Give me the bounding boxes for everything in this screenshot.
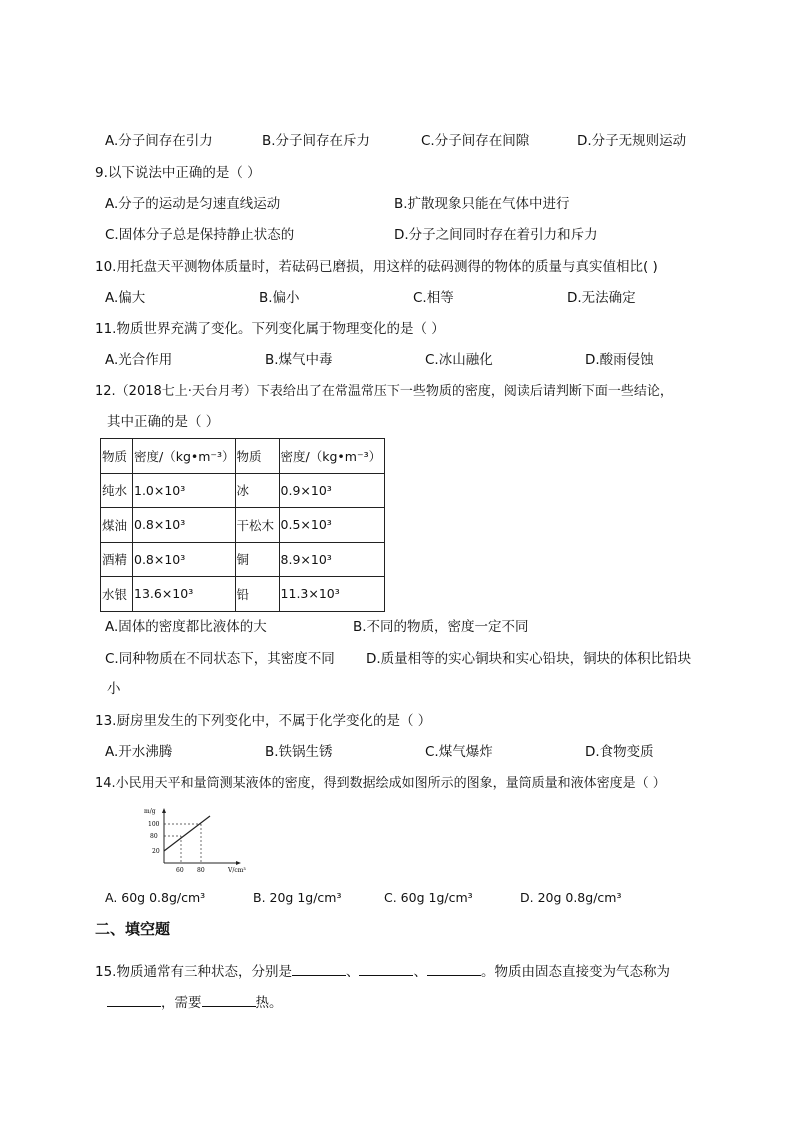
q14-option-d: D. 20g 0.8g/cm³ [520,890,622,905]
q10-option-d: D.无法确定 [567,290,636,306]
q12-stem-line2: 其中正确的是（ ） [107,414,220,430]
table-cell: 13.6×10³ [133,577,236,612]
table-cell: 干松木 [235,508,279,543]
table-cell: 11.3×10³ [279,577,384,612]
q11-stem: 11.物质世界充满了变化。下列变化属于物理变化的是（ ） [95,321,445,337]
q15-blank-5[interactable] [202,992,256,1007]
section-title: 二、填空题 [95,920,171,938]
q14-option-c: C. 60g 1g/cm³ [384,890,473,905]
q11-option-d: D.酸雨侵蚀 [585,352,654,368]
table-cell: 0.8×10³ [133,508,236,543]
density-table [100,438,385,612]
q12-option-d-continued: 小 [107,681,121,697]
q15-text: 热。 [255,995,283,1011]
q9-option-b: B.扩散现象只能在气体中进行 [394,196,570,212]
table-cell: 铅 [235,577,279,612]
table-cell: 1.0×10³ [133,473,236,508]
table-cell: 0.5×10³ [279,508,384,543]
q13-option-b: B.铁锅生锈 [265,744,333,760]
mass-volume-graph [140,805,250,877]
q8-option-b: B.分子间存在斥力 [262,133,371,149]
q15-blank-4[interactable] [107,992,161,1007]
table-cell: 纯水 [101,473,133,508]
graph-y-axis-label: m/g [144,808,156,815]
q15-blank-3[interactable] [427,961,481,976]
q12-option-a: A.固体的密度都比液体的大 [105,619,267,635]
q15-separator: 、 [345,964,360,980]
table-row [101,542,385,577]
q12-option-c: C.同种物质在不同状态下，其密度不同 [105,651,335,667]
graph-x-tick: 60 [176,867,184,874]
q10-option-a: A.偏大 [105,290,146,306]
q12-option-b: B.不同的物质，密度一定不同 [353,619,529,635]
table-row [101,577,385,612]
graph-x-tick: 80 [197,867,205,874]
table-cell: 酒精 [101,542,133,577]
table-cell: 水银 [101,577,133,612]
table-header-cell: 密度/（kg•m⁻³） [279,439,384,474]
table-header-cell: 密度/（kg•m⁻³） [133,439,236,474]
q9-option-c: C.固体分子总是保持静止状态的 [105,227,295,243]
q14-option-b: B. 20g 1g/cm³ [253,890,342,905]
table-header-row [101,439,385,474]
q15-text: ，需要 [161,995,202,1011]
table-row [101,473,385,508]
q13-option-c: C.煤气爆炸 [425,744,493,760]
q14-stem: 14.小民用天平和量筒测某液体的密度，得到数据绘成如图所示的图象，量筒质量和液体密度是（ ） [95,776,666,791]
q11-option-c: C.冰山融化 [425,352,493,368]
q13-stem: 13.厨房里发生的下列变化中，不属于化学变化的是（ ） [95,713,432,729]
table-cell: 煤油 [101,508,133,543]
table-cell: 0.8×10³ [133,542,236,577]
table-header-cell: 物质 [235,439,279,474]
table-cell: 铜 [235,542,279,577]
q9-option-a: A.分子的运动是匀速直线运动 [105,196,281,212]
q15-text: 。物质由固态直接变为气态称为 [480,964,670,980]
q14-option-a: A. 60g 0.8g/cm³ [105,890,206,905]
table-cell: 0.9×10³ [279,473,384,508]
q13-option-d: D.食物变质 [585,744,654,760]
graph-y-tick: 20 [152,848,160,855]
q8-option-c: C.分子间存在间隙 [421,133,530,149]
q15-separator: 、 [413,964,427,980]
q10-option-b: B.偏小 [259,290,300,306]
q10-option-c: C.相等 [413,290,454,306]
table-row [101,508,385,543]
q15-blank-1[interactable] [292,961,346,976]
q9-option-d: D.分子之间同时存在着引力和斥力 [394,227,598,243]
graph-y-tick: 100 [148,821,160,828]
q12-option-d: D.质量相等的实心铜块和实心铅块，铜块的体积比铅块 [366,651,692,667]
q15-line1 [95,961,670,981]
q10-stem: 10.用托盘天平测物体质量时，若砝码已磨损，用这样的砝码测得的物体的质量与真实值相比( ) [95,259,658,275]
q15-text: 15.物质通常有三种状态，分别是 [95,964,292,980]
q8-option-a: A.分子间存在引力 [105,133,213,149]
q8-option-d: D.分子无规则运动 [577,133,687,149]
q15-blank-2[interactable] [359,961,413,976]
table-cell: 冰 [235,473,279,508]
graph-y-tick: 80 [150,833,158,840]
q15-line2 [107,992,283,1012]
graph-x-axis-label: V/cm³ [228,867,246,874]
table-cell: 8.9×10³ [279,542,384,577]
q9-stem: 9.以下说法中正确的是（ ） [95,165,261,181]
q11-option-b: B.煤气中毒 [265,352,333,368]
q12-stem-line1: 12.（2018七上·天台月考）下表给出了在常温常压下一些物质的密度，阅读后请判断下面一些结论， [95,384,673,399]
q11-option-a: A.光合作用 [105,352,173,368]
q13-option-a: A.开水沸腾 [105,744,173,760]
table-header-cell: 物质 [101,439,133,474]
